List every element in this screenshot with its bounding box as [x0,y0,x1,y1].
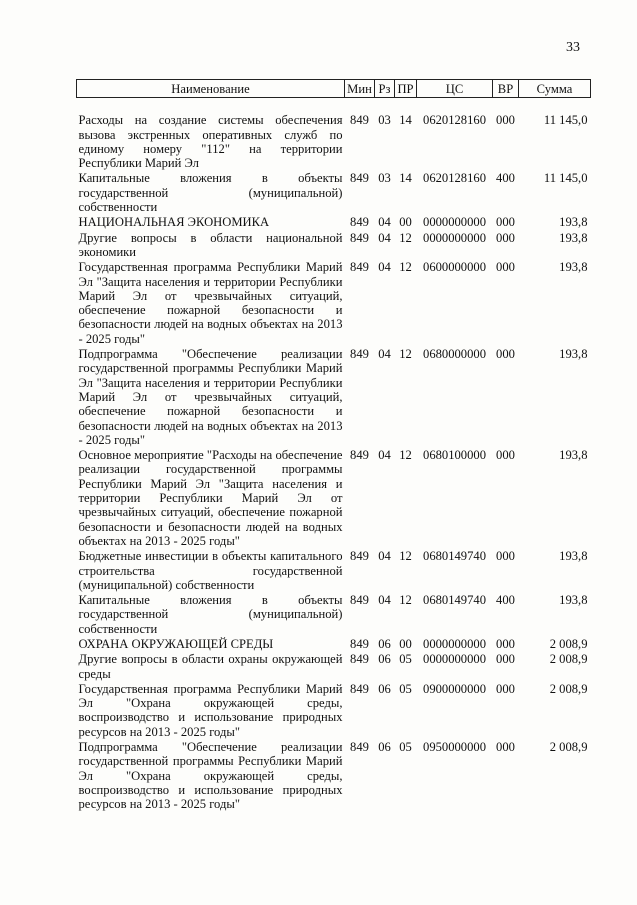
row-min: 849 [350,740,369,755]
row-min: 849 [350,448,369,463]
row-vr: 000 [496,636,515,651]
row-min: 849 [350,549,369,564]
row-name: Другие вопросы в области национальной экономики [78,230,343,259]
row-cs: 0600000000 [423,260,486,275]
budget-table [76,79,590,813]
row-vr: 000 [496,260,515,275]
row-cs: 0000000000 [423,652,486,667]
row-name: Капитальные вложения в объекты государственной (муниципальной) собственности [78,593,343,636]
table-row [77,260,591,347]
row-rz: 04 [378,448,391,463]
row-sum: 193,8 [559,593,588,608]
row-cs: 0000000000 [423,230,486,245]
row-rz: 04 [378,549,391,564]
row-min: 849 [350,593,369,608]
table-row [77,448,591,549]
row-pr: 12 [399,593,412,608]
row-cs: 0680000000 [423,347,486,362]
row-rz: 04 [378,593,391,608]
row-rz: 04 [378,260,391,275]
header-sum: Сумма [519,80,591,98]
row-sum: 193,8 [559,215,588,230]
header-name: Наименование [77,80,345,98]
row-sum: 11 145,0 [543,171,588,186]
table-header-row [77,80,591,98]
row-pr: 12 [399,260,412,275]
row-sum: 2 008,9 [549,652,588,667]
row-name: Подпрограмма "Обеспечение реализации государственной программы Республики Марий Эл "Защита населения и территории Республики Марий Эл от чрезвычайных ситуаций, обеспечение пожарной безопасности и безопасности людей на водных объектах на 2013 - 2025 годы" [78,347,343,447]
row-pr: 05 [399,740,412,755]
row-vr: 000 [496,740,515,755]
row-rz: 06 [378,740,391,755]
row-vr: 400 [496,171,515,186]
row-cs: 0620128160 [423,171,486,186]
header-rz: Рз [375,80,395,98]
row-cs: 0900000000 [423,681,486,696]
row-rz: 06 [378,652,391,667]
row-name: Государственная программа Республики Марий Эл "Охрана окружающей среды, воспроизводство и использование природных ресурсов на 2013 - 2025 годы" [78,681,343,739]
table-row [77,593,591,637]
row-sum: 2 008,9 [549,636,588,651]
table-row [77,740,591,812]
row-rz: 06 [378,681,391,696]
row-vr: 000 [496,215,515,230]
row-cs: 0000000000 [423,636,486,651]
row-name: Капитальные вложения в объекты государственной (муниципальной) собственности [78,171,343,215]
row-cs: 0680149740 [423,549,486,564]
row-pr: 05 [399,652,412,667]
row-pr: 12 [399,448,412,463]
row-sum: 193,8 [559,260,588,275]
table-row [77,113,591,171]
row-cs: 0680100000 [423,448,486,463]
row-pr: 12 [399,347,412,362]
row-rz: 03 [378,171,391,186]
row-rz: 04 [378,347,391,362]
page-number: 33 [566,40,580,55]
row-name: Основное мероприятие "Расходы на обеспечение реализации государственной программы Республики Марий Эл "Защита населения и территории Республики Марий Эл от чрезвычайных ситуаций, обеспечение пожарной безопасности и безопасности людей на водных объектах на 2013 - 2025 годы" [78,448,343,548]
header-pr: ПР [395,80,417,98]
table-body [77,98,591,813]
row-vr: 000 [496,448,515,463]
table-row [77,652,591,682]
row-min: 849 [350,636,369,651]
row-cs: 0950000000 [423,740,486,755]
row-vr: 400 [496,593,515,608]
row-rz: 04 [378,215,391,230]
row-sum: 193,8 [559,448,588,463]
row-pr: 00 [399,636,412,651]
row-sum: 2 008,9 [549,681,588,696]
row-cs: 0620128160 [423,113,486,128]
row-vr: 000 [496,347,515,362]
row-vr: 000 [496,113,515,128]
row-rz: 03 [378,113,391,128]
row-min: 849 [350,215,369,230]
header-vr: ВР [493,80,519,98]
row-min: 849 [350,113,369,128]
row-name: Расходы на создание системы обеспечения вызова экстренных оперативных служб по единому номеру "112" на территории Республики Марий Эл [78,113,343,171]
row-min: 849 [350,230,369,245]
row-pr: 14 [399,113,412,128]
row-sum: 193,8 [559,347,588,362]
row-sum: 193,8 [559,230,588,245]
row-pr: 12 [399,230,412,245]
table-row [77,215,591,230]
row-pr: 14 [399,171,412,186]
row-name: НАЦИОНАЛЬНАЯ ЭКОНОМИКА [78,215,270,230]
row-pr: 00 [399,215,412,230]
row-name: ОХРАНА ОКРУЖАЮЩЕЙ СРЕДЫ [78,636,274,651]
row-cs: 0000000000 [423,215,486,230]
row-vr: 000 [496,652,515,667]
row-min: 849 [350,347,369,362]
row-name: Бюджетные инвестиции в объекты капитального строительства государственной (муниципальной) собственности [78,549,343,592]
table-row [77,549,591,593]
header-min: Мин [345,80,375,98]
row-vr: 000 [496,681,515,696]
row-pr: 12 [399,549,412,564]
table-row [77,637,591,652]
row-min: 849 [350,171,369,186]
table-row [77,171,591,215]
row-min: 849 [350,260,369,275]
row-name: Подпрограмма "Обеспечение реализации государственной программы Республики Марий Эл "Охрана окружающей среды, воспроизводство и использование природных ресурсов на 2013 - 2025 годы" [78,740,343,812]
table-row [77,347,591,448]
row-vr: 000 [496,549,515,564]
header-cs: ЦС [417,80,493,98]
row-sum: 11 145,0 [543,113,588,128]
row-vr: 000 [496,230,515,245]
row-cs: 0680149740 [423,593,486,608]
row-pr: 05 [399,681,412,696]
row-min: 849 [350,681,369,696]
row-sum: 2 008,9 [549,740,588,755]
row-name: Государственная программа Республики Марий Эл "Защита населения и территории Республики Марий Эл от чрезвычайных ситуаций, обеспечение пожарной безопасности и безопасности людей на водных объектах на 2013 - 2025 годы" [78,260,343,346]
row-min: 849 [350,652,369,667]
row-rz: 04 [378,230,391,245]
table-row [77,231,591,261]
row-rz: 06 [378,636,391,651]
row-name: Другие вопросы в области охраны окружающей среды [78,652,343,681]
row-sum: 193,8 [559,549,588,564]
table-row [77,682,591,740]
